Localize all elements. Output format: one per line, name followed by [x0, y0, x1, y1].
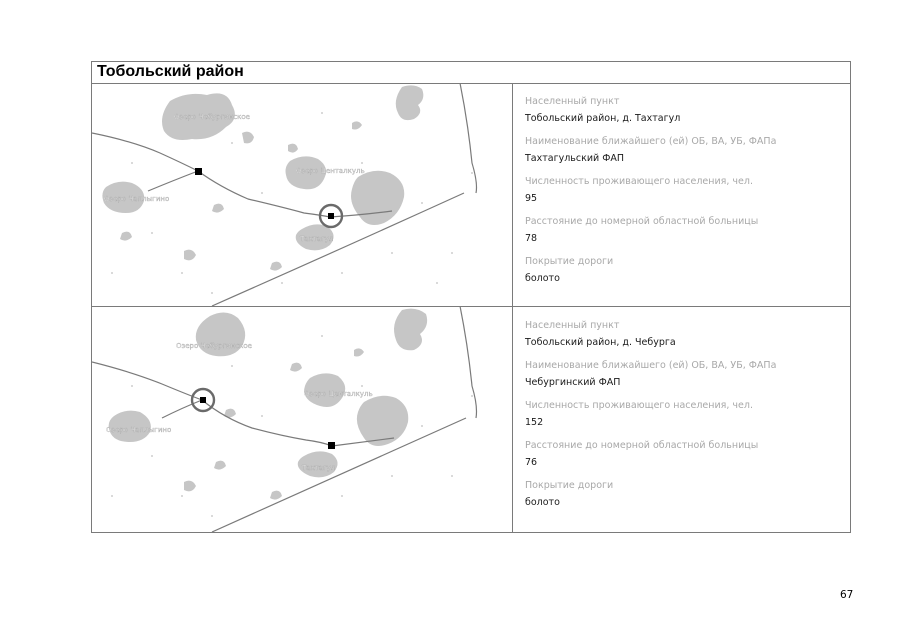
lake-top-right [396, 85, 424, 120]
lake-big-right [357, 396, 408, 446]
road-right-edge [460, 306, 477, 418]
settlement-map [92, 306, 513, 532]
road-diagonal [212, 193, 464, 306]
settlement-square-icon[interactable] [195, 168, 202, 175]
lake-top-right [394, 309, 427, 351]
field-label: Численность проживающего населения, чел. [525, 400, 753, 411]
field-label: Расстояние до номерной областной больницы [525, 440, 759, 451]
map-panel [92, 306, 513, 532]
target-circle-icon[interactable] [192, 389, 214, 411]
info-panel [513, 306, 850, 532]
field-distance [525, 440, 758, 468]
field-facility [525, 360, 776, 388]
district-table [91, 61, 851, 533]
field-value: 95 [525, 193, 538, 204]
info-panel [513, 83, 850, 306]
field-label: Населенный пункт [525, 320, 620, 331]
road-main [162, 400, 332, 446]
settlement-square-icon[interactable] [328, 442, 335, 449]
field-population [525, 400, 753, 428]
map-label: Озеро Чаплыгино [104, 195, 170, 203]
settlement-row [92, 306, 850, 532]
field-label: Покрытие дороги [525, 480, 614, 491]
field-label: Расстояние до номерной областной больницы [525, 216, 759, 227]
map-label: Озеро Центалкуль [304, 390, 373, 398]
field-value: Тахтагульский ФАП [525, 153, 625, 164]
field-label: Населенный пункт [525, 96, 620, 107]
page-title: Тобольский район [97, 63, 244, 80]
map-label: Озеро Чебургинское [176, 342, 252, 350]
field-label: Наименование ближайшего (ей) ОБ, ВА, УБ, ФАПа [525, 360, 777, 371]
field-population [525, 176, 753, 204]
page-number: 67 [840, 589, 854, 601]
map-label: Озеро Чаплыгино [106, 426, 172, 434]
lakes [102, 85, 423, 270]
field-value: Чебургинский ФАП [525, 377, 621, 388]
field-settlement [525, 320, 676, 348]
road-west [92, 362, 202, 400]
field-value: 152 [525, 417, 544, 428]
lake-big-right [351, 171, 404, 225]
field-settlement [525, 96, 680, 124]
settlement-row [92, 83, 850, 307]
map-label: Тахтагул [300, 235, 334, 243]
map-labels [106, 342, 373, 472]
field-value: Тобольский район, д. Тахтагул [525, 113, 681, 124]
field-value: болото [525, 497, 560, 508]
road-right-edge [460, 83, 477, 193]
field-label: Покрытие дороги [525, 256, 614, 267]
map-label: Тахтагул [302, 464, 336, 472]
field-distance [525, 216, 758, 244]
field-label: Наименование ближайшего (ей) ОБ, ВА, УБ, ФАПа [525, 136, 777, 147]
map-label: Озеро Центалкуль [296, 167, 365, 175]
field-label: Численность проживающего населения, чел. [525, 176, 753, 187]
field-facility [525, 136, 776, 164]
map-label: Озеро Чебургинское [174, 113, 250, 121]
road-diagonal [212, 418, 466, 532]
title-row [92, 62, 850, 84]
field-value: болото [525, 273, 560, 284]
settlement-map [92, 83, 513, 306]
map-labels [104, 113, 365, 243]
field-road-surface [525, 480, 613, 508]
field-road-surface [525, 256, 613, 284]
field-value: Тобольский район, д. Чебурга [525, 337, 676, 348]
lakes [109, 309, 427, 500]
map-panel [92, 83, 513, 306]
field-value: 76 [525, 457, 538, 468]
speckle-texture [111, 112, 473, 294]
field-value: 78 [525, 233, 538, 244]
